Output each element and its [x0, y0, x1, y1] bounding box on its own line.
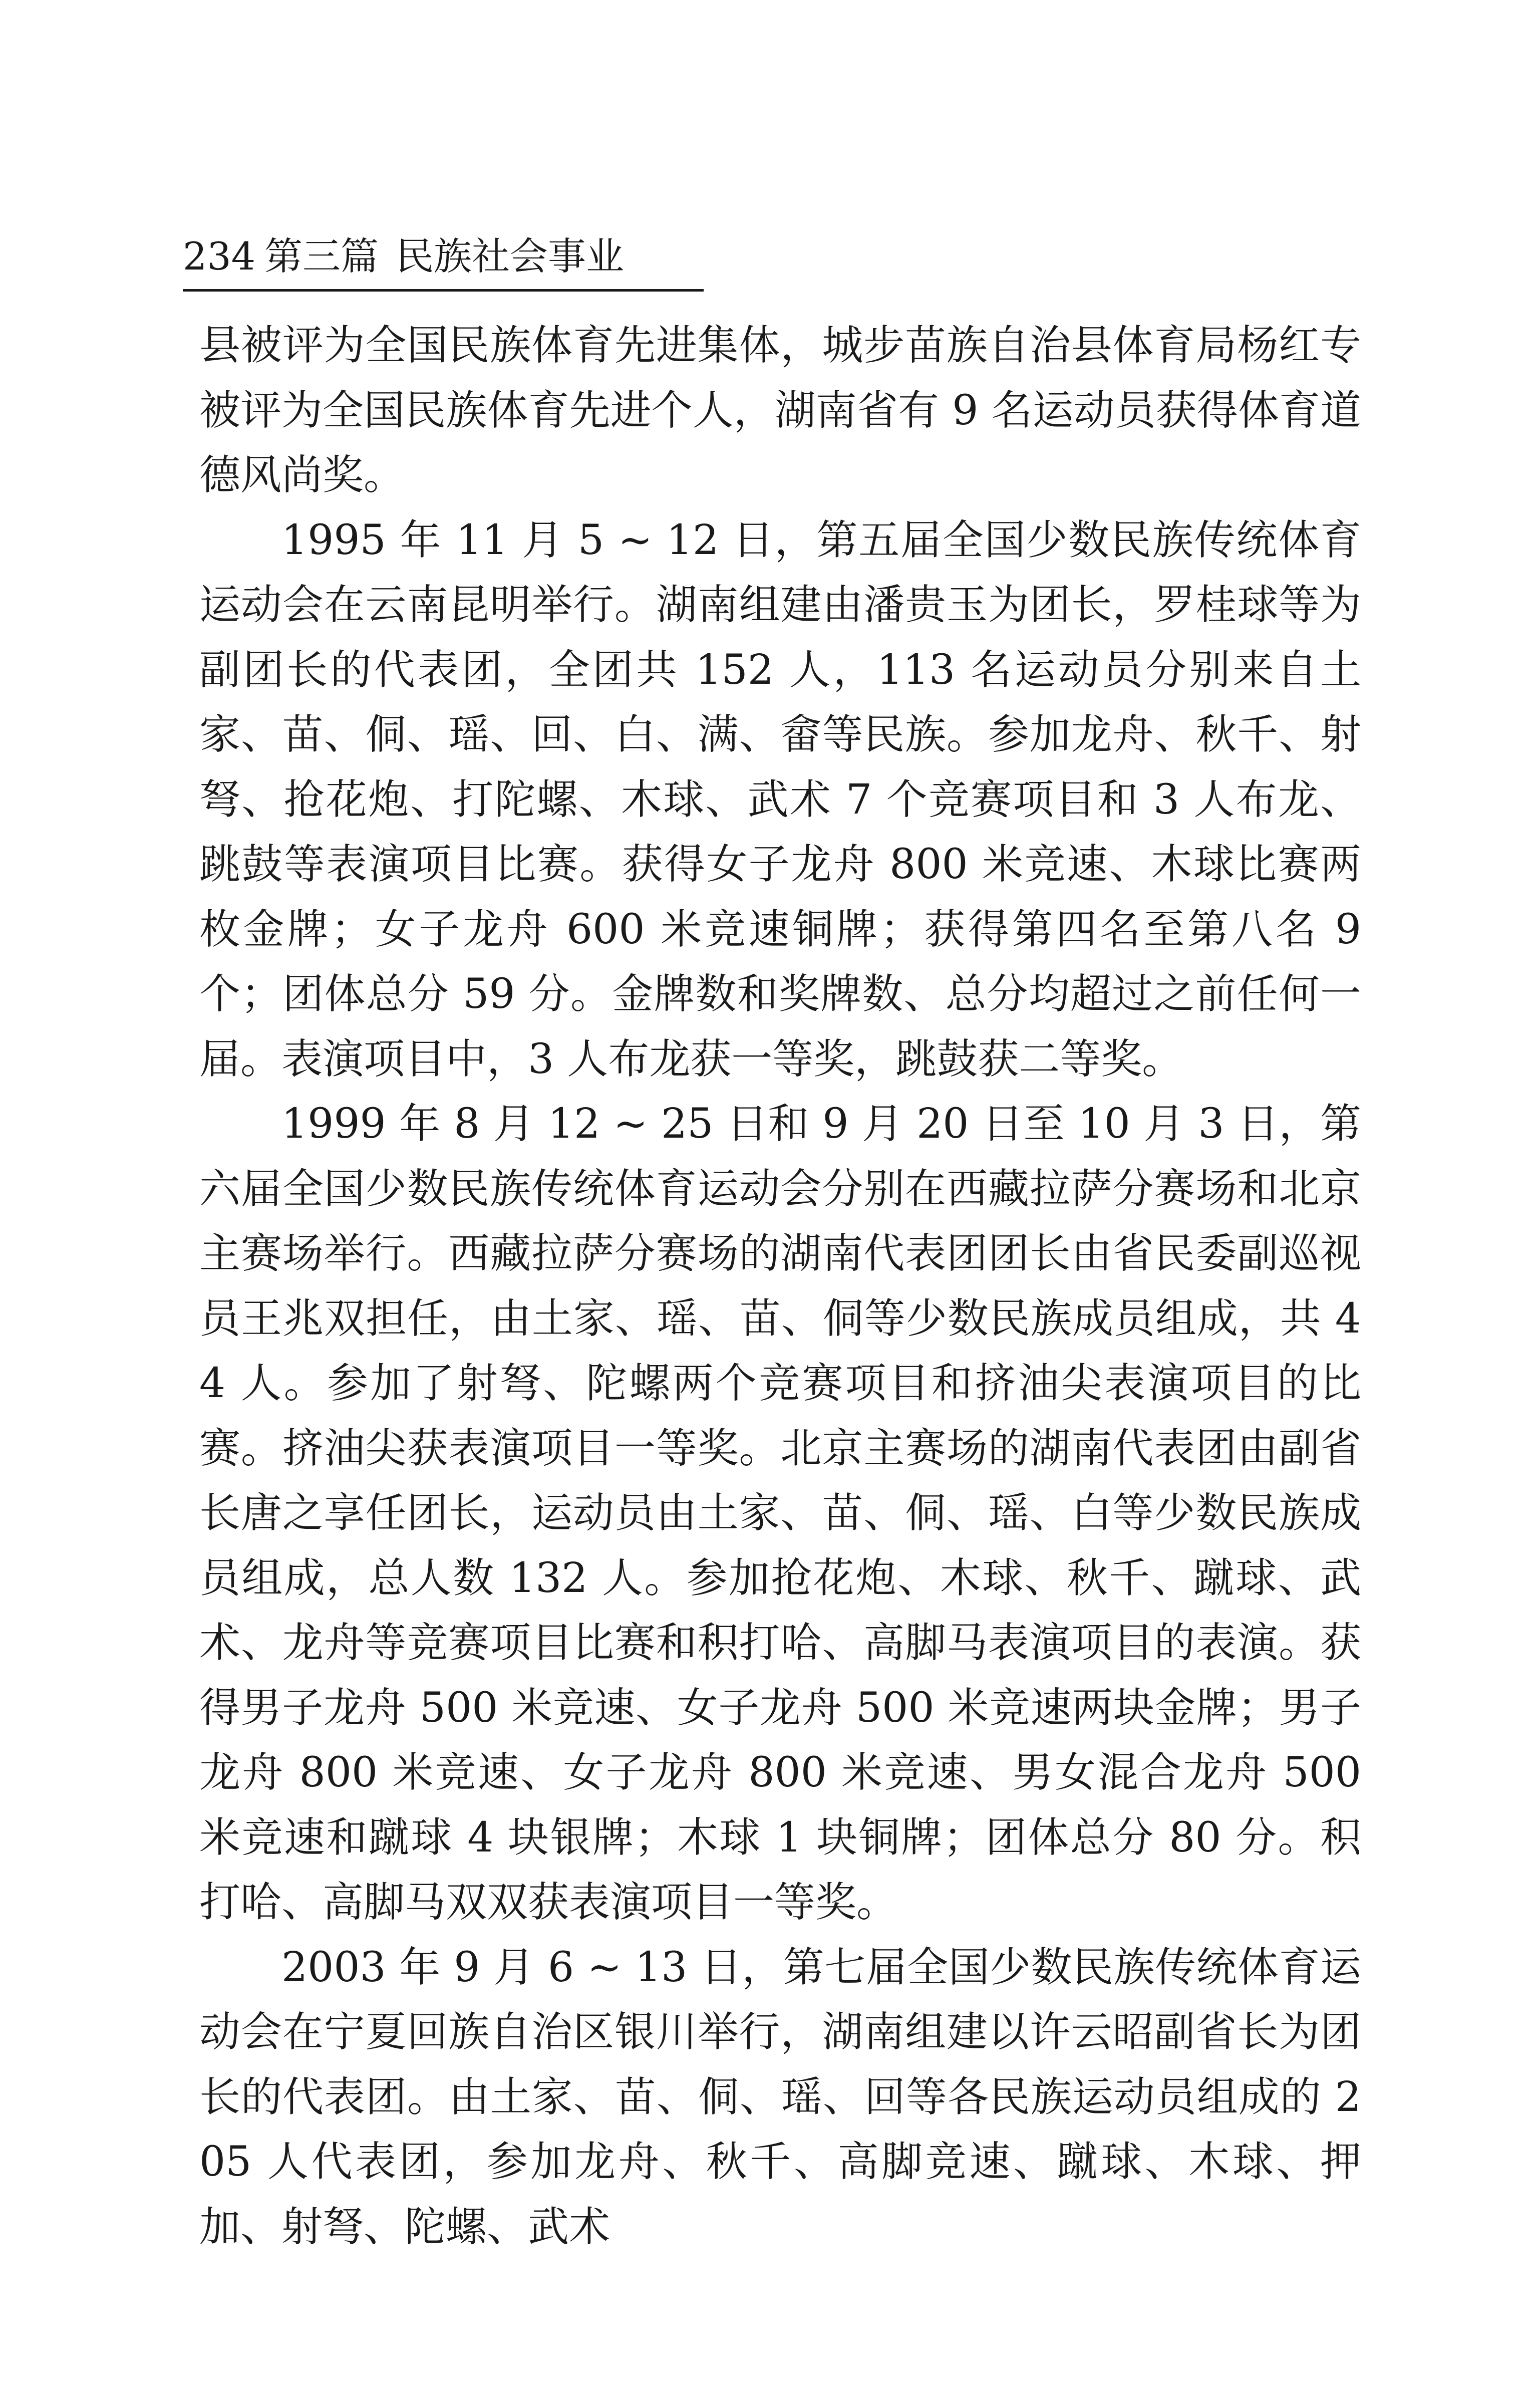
paragraph-fifth-games: 1995 年 11 月 5 ~ 12 日，第五届全国少数民族传统体育运动会在云南昆明举行。湖南组建由潘贵玉为团长，罗桂球等为副团长的代表团，全团共 152 人，113 名运动员分别来自土家、苗、侗、瑶、回、白、满、畲等民族。参加龙舟、秋千、射弩、抢花炮、打陀螺、木球、武术 7 个竞赛项目和 3 人布龙、跳鼓等表演项目比赛。获得女子龙舟 800 米竞速、木球比赛两枚金牌；女子龙舟 600 米竞速铜牌；获得第四名至第八名 9 个；团体总分 59 分。金牌数和奖牌数、总分均超过之前任何一届。表演项目中，3 人布龙获一等奖，跳鼓获二等奖。 — [199, 516, 1361, 1083]
paragraph-sixth-games: 1999 年 8 月 12 ~ 25 日和 9 月 20 日至 10 月 3 日，第六届全国少数民族传统体育运动会分别在西藏拉萨分赛场和北京主赛场举行。西藏拉萨分赛场的湖南代表团团长由省民委副巡视员王兆双担任，由土家、瑶、苗、侗等少数民族成员组成，共 44 人。参加了射弩、陀螺两个竞赛项目和挤油尖表演项目的比赛。挤油尖获表演项目一等奖。北京主赛场的湖南代表团由副省长唐之享任团长，运动员由土家、苗、侗、瑶、白等少数民族成员组成，总人数 132 人。参加抢花炮、木球、秋千、蹴球、武术、龙舟等竞赛项目比赛和积打哈、高脚马表演项目的表演。获得男子龙舟 500 米竞速、女子龙舟 500 米竞速两块金牌；男子龙舟 800 米竞速、女子龙舟 800 米竞速、男女混合龙舟 500 米竞速和蹴球 4 块银牌；木球 1 块铜牌；团体总分 80 分。积打哈、高脚马双双获表演项目一等奖。 — [199, 1100, 1361, 1926]
paragraph-seventh-games: 2003 年 9 月 6 ~ 13 日，第七届全国少数民族传统体育运动会在宁夏回族自治区银川举行，湖南组建以许云昭副省长为团长的代表团。由土家、苗、侗、瑶、回等各民族运动员组成的 205 人代表团，参加龙舟、秋千、高脚竞速、蹴球、木球、押加、射弩、陀螺、武术 — [199, 1943, 1361, 2251]
running-head — [183, 231, 704, 292]
section-title: 民族社会事业 — [396, 234, 625, 279]
part-title: 第三篇 — [264, 234, 379, 279]
paragraph-continued: 县被评为全国民族体育先进集体，城步苗族自治县体育局杨红专被评为全国民族体育先进个人，湖南省有 9 名运动员获得体育道德风尚奖。 — [199, 322, 1361, 499]
page-number: 234 — [183, 234, 256, 279]
body-text — [199, 313, 1361, 2259]
